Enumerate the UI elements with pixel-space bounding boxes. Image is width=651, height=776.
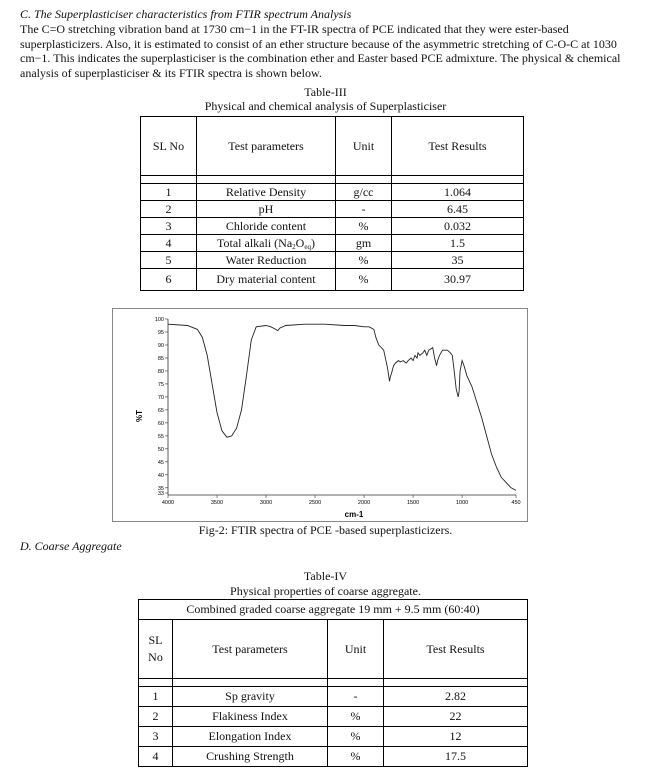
y-tick-label: 35 [157,485,164,492]
section-c-paragraph: The C=O stretching vibration band at 1730 cm−1 in the FT-IR spectra of PCE indicated that they were ester-based superplasticizers. Also, it is estimated to consist of an ether structure because of the asymmetric stretching of C-O-C at 1030 cm−1. This indicates the superplasticiser is the combination ether and Easter based PCE admixture. The physical & chemical analysis of superplasticiser & its FTIR spectra is shown below. [20,22,621,81]
table-cell: - [328,687,384,707]
x-tick-label: 1000 [455,500,469,506]
table-cell: 2 [139,707,173,727]
table-cell: 22 [384,707,528,727]
table-cell: 0.032 [392,218,524,235]
table-cell: % [336,252,392,269]
table-cell: % [336,218,392,235]
table-cell: 2 [141,201,197,218]
table-row [141,269,524,291]
table-cell: % [328,727,384,747]
figure-caption: Fig-2: FTIR spectra of PCE -based superplasticizers. [198,523,453,537]
x-tick-label: 4000 [161,500,175,506]
table-3-header-cell: SL No [141,117,197,176]
y-tick-label: 100 [154,317,164,323]
x-tick-label: 1500 [406,500,420,506]
table-row [141,252,524,269]
table-cell: 1 [141,184,197,201]
alkali-close: ) [310,235,315,250]
table-row [139,747,528,767]
table-3-spacer-row [141,176,524,184]
table-row [141,184,524,201]
table-row [139,727,528,747]
table-cell: Water Reduction [197,252,336,269]
table-cell: pH [197,201,336,218]
table-3-header-row [141,117,524,176]
table-cell: 6.45 [392,201,524,218]
section-d-heading: D. Coarse Aggregate [20,539,122,553]
table-3-header-cell: Test Results [392,117,524,176]
table-cell: 4 [141,235,197,252]
y-tick-label: 60 [157,420,164,427]
x-tick-label: 2000 [357,500,371,506]
table-row [141,201,524,218]
y-tick-label: 95 [157,329,164,336]
table-4-span-row [139,600,528,620]
table-row [139,707,528,727]
table-4-header-sl [139,620,173,679]
table-4-header-row [139,620,528,679]
table-4-header-cell: Test parameters [173,620,328,679]
table-row [141,235,524,252]
table-cell: Relative Density [197,184,336,201]
table-cell: % [336,269,392,291]
table-cell [197,235,336,252]
table-cell: 30.97 [392,269,524,291]
y-tick-label: 70 [157,394,164,401]
table-3-caption: Physical and chemical analysis of Superplasticiser [204,99,447,113]
sl-label-2: No [148,650,163,664]
table-cell: Crushing Strength [173,747,328,767]
y-tick-label: 50 [157,446,164,453]
table-4-span-header: Combined graded coarse aggregate 19 mm + 9.5 mm (60:40) [139,600,528,620]
x-tick-label: 3500 [210,500,224,506]
y-tick-label: 85 [157,355,164,362]
table-cell: 17.5 [384,747,528,767]
alkali-sub-1: 2 [292,242,296,251]
table-cell: 5 [141,252,197,269]
x-tick-label: 3000 [259,500,273,506]
alkali-label: Total alkali (Na [217,235,293,250]
table-cell: - [336,201,392,218]
alkali-oxygen: O [295,235,305,250]
table-3-header-cell: Test parameters [197,117,336,176]
x-tick-label: 450 [511,500,521,506]
y-tick-label: 80 [157,368,164,375]
y-tick-label: 45 [157,459,164,466]
table-cell: 35 [392,252,524,269]
x-axis-label: cm-1 [344,510,364,519]
table-4-spacer-row [139,679,528,687]
table-cell: 12 [384,727,528,747]
table-4 [138,599,528,767]
table-cell: Dry material content [197,269,336,291]
y-tick-label: 75 [157,381,164,388]
table-cell: 1.064 [392,184,524,201]
table-cell: 3 [141,218,197,235]
table-cell: % [328,707,384,727]
table-cell: 1.5 [392,235,524,252]
table-3-header-cell: Unit [336,117,392,176]
y-tick-label: 65 [157,407,164,414]
y-axis-label: %T [135,410,144,422]
table-cell: 3 [139,727,173,747]
x-tick-label: 2500 [308,500,322,506]
table-cell: Elongation Index [173,727,328,747]
alkali-sub-2: eq [304,242,311,251]
table-cell: gm [336,235,392,252]
table-3-label: Table-III [304,85,347,99]
chart-frame [113,309,528,522]
y-tick-label: 55 [157,433,164,440]
table-row [141,218,524,235]
table-cell: 1 [139,687,173,707]
table-row [139,687,528,707]
sl-label-1: SL [148,633,163,647]
table-cell: Sp gravity [173,687,328,707]
table-cell: 4 [139,747,173,767]
table-cell: 6 [141,269,197,291]
table-cell: Chloride content [197,218,336,235]
y-tick-label: 40 [157,472,164,479]
table-cell: Flakiness Index [173,707,328,727]
table-4-header-cell: Unit [328,620,384,679]
table-cell: % [328,747,384,767]
table-cell: 2.82 [384,687,528,707]
table-3 [140,116,524,291]
table-cell: g/cc [336,184,392,201]
table-4-header-cell: Test Results [384,620,528,679]
ftir-chart [112,308,528,522]
section-c-heading: C. The Superplasticiser characteristics from FTIR spectrum Analysis [20,7,352,21]
y-tick-label: 33 [157,491,164,497]
table-4-caption: Physical properties of coarse aggregate. [230,584,421,598]
y-tick-label: 90 [157,342,164,349]
table-4-label: Table-IV [303,569,348,583]
